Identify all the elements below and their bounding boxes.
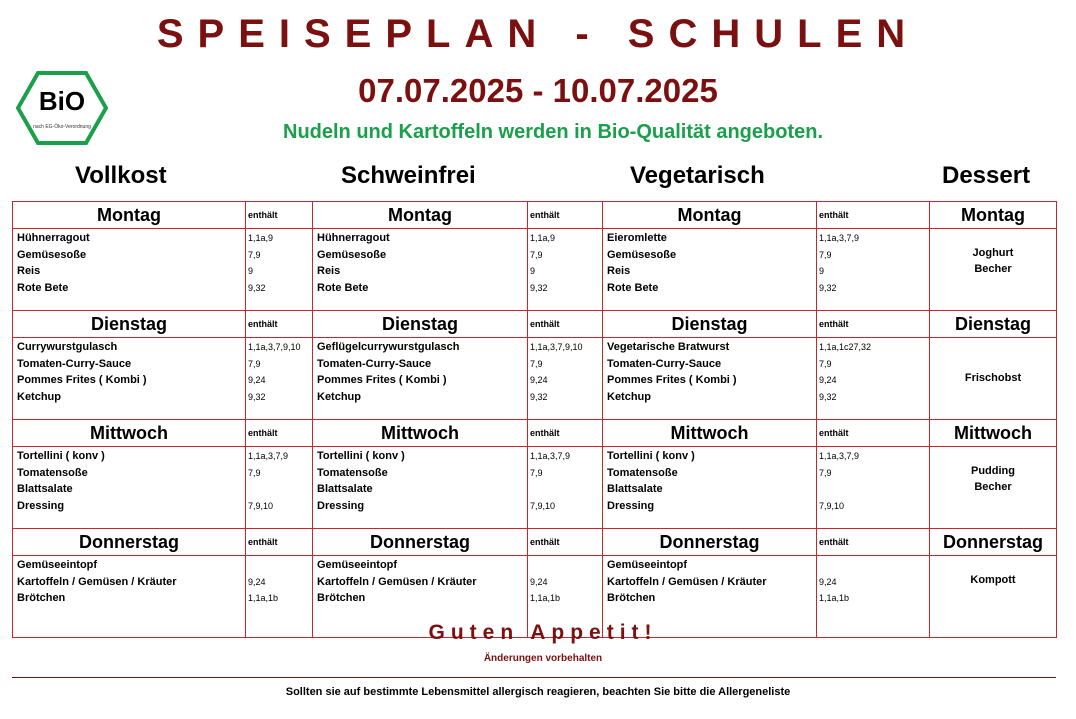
allergen-code — [248, 482, 312, 499]
column-heading-vegetarisch: Vegetarisch — [630, 162, 765, 189]
allergy-note: Sollten sie auf bestimmte Lebensmittel allergisch reagieren, beachten Sie bitte die Allergeneliste — [285, 686, 791, 698]
dish-item: Tomatensoße — [17, 466, 88, 479]
dessert-item — [930, 355, 1056, 372]
allergen-code — [530, 482, 602, 499]
dish-item: Dressing — [317, 499, 365, 512]
dish-item: Gemüseeintopf — [607, 559, 688, 571]
dish-item: Tortellini ( konv ) — [17, 450, 105, 462]
allergen-code: 9,24 — [530, 375, 548, 385]
dish-item: Gemüseeintopf — [317, 559, 398, 571]
contains-label: enthält — [528, 420, 603, 447]
allergen-code: 7,9 — [530, 249, 543, 260]
dish-item: Tomaten-Curry-Sauce — [317, 357, 432, 370]
dish-item: Eieromlette — [607, 232, 667, 244]
day-content-row — [13, 447, 1057, 529]
dish-item: Tomatensoße — [607, 466, 678, 479]
day-name: Montag — [603, 202, 817, 229]
dish-item: Hühnerragout — [317, 232, 390, 244]
allergen-code: 9,32 — [819, 282, 837, 293]
vollkost-dishes — [13, 229, 246, 311]
logo-subtext: nach EG-Öko-Verordnung — [33, 124, 91, 130]
day-name: Montag — [313, 202, 528, 229]
contains-label: enthält — [817, 202, 930, 229]
dish-item: Tortellini ( konv ) — [607, 450, 695, 462]
allergen-code: 1,1a,3,7,9 — [530, 451, 571, 461]
dessert-day-name: Montag — [930, 202, 1057, 229]
allergen-code: 9,24 — [530, 576, 548, 587]
dish-item: Reis — [317, 265, 341, 277]
allergen-code: 9,32 — [248, 391, 266, 402]
dish-item: Ketchup — [317, 390, 361, 403]
dessert-item — [930, 338, 1056, 355]
allergen-code: 7,9 — [819, 249, 832, 260]
dish-item: Dressing — [17, 499, 65, 512]
allergen-code: 7,9,10 — [248, 500, 274, 511]
dish-item: Vegetarische Bratwurst — [607, 341, 730, 353]
dish-item: Tomatensoße — [317, 466, 388, 479]
column-heading-vollkost: Vollkost — [75, 162, 167, 189]
dessert-item — [930, 447, 1056, 464]
dish-item: Gemüsesoße — [607, 248, 677, 261]
day-header-row — [13, 529, 1057, 556]
vegetarisch-allergen-codes — [817, 338, 930, 420]
day-name: Mittwoch — [13, 420, 246, 447]
dish-item: Geflügelcurrywurstgulasch — [317, 341, 460, 353]
schweinfrei-allergen-codes — [528, 447, 603, 529]
dish-item: Ketchup — [607, 390, 651, 403]
allergen-code: 1,1a,9 — [530, 233, 556, 243]
dessert-day-name: Donnerstag — [930, 529, 1057, 556]
allergen-code: 9,24 — [819, 576, 837, 587]
dish-item: Kartoffeln / Gemüsen / Kräuter — [607, 575, 767, 588]
day-content-row — [13, 338, 1057, 420]
allergen-code: 9,32 — [248, 282, 266, 293]
logo-text: BiO — [38, 86, 86, 116]
allergen-code: 9,24 — [248, 576, 266, 587]
allergen-code: 9,32 — [819, 391, 837, 402]
dish-item: Kartoffeln / Gemüsen / Kräuter — [317, 575, 477, 588]
vollkost-allergen-codes — [246, 447, 313, 529]
contains-label: enthält — [246, 529, 313, 556]
vollkost-allergen-codes — [246, 229, 313, 311]
day-name: Donnerstag — [13, 529, 246, 556]
dessert-item: Becher — [974, 481, 1012, 493]
dish-item: Tomaten-Curry-Sauce — [17, 357, 132, 370]
dish-item: Gemüseeintopf — [17, 559, 98, 571]
dessert-item — [930, 606, 1056, 623]
allergen-code: 1,1a,1b — [248, 593, 279, 603]
day-name: Dienstag — [13, 311, 246, 338]
column-heading-schweinfrei: Schweinfrei — [341, 162, 476, 189]
column-heading-dessert: Dessert — [942, 162, 1031, 189]
allergen-code — [248, 558, 312, 575]
allergen-code: 9 — [819, 266, 825, 276]
dish-item: Gemüsesoße — [317, 248, 387, 261]
day-content-row — [13, 229, 1057, 311]
dessert-item: Becher — [974, 263, 1012, 275]
dish-item: Tortellini ( konv ) — [317, 450, 405, 462]
allergen-code: 1,1a,1c27,32 — [819, 342, 872, 352]
dessert-item: Frischobst — [964, 372, 1022, 384]
dish-item: Tomaten-Curry-Sauce — [607, 357, 722, 370]
dessert-cell — [930, 338, 1057, 420]
vollkost-dishes — [13, 338, 246, 420]
schweinfrei-dishes — [313, 229, 528, 311]
dessert-item: Joghurt — [972, 246, 1014, 259]
dish-item: Rote Bete — [17, 281, 69, 294]
vegetarisch-allergen-codes — [817, 229, 930, 311]
contains-label: enthält — [817, 529, 930, 556]
allergen-code: 1,1a,3,7,9 — [819, 233, 860, 243]
dish-item: Gemüsesoße — [17, 248, 87, 261]
allergen-code: 1,1a,3,7,9,10 — [530, 342, 583, 352]
schweinfrei-allergen-codes — [528, 338, 603, 420]
dish-item: Hühnerragout — [17, 232, 90, 244]
allergen-code — [819, 482, 929, 499]
footer-divider — [12, 677, 1056, 678]
allergen-code: 7,9,10 — [819, 500, 845, 511]
allergen-code: 9 — [530, 266, 536, 276]
schweinfrei-allergen-codes — [528, 229, 603, 311]
allergen-code: 9,24 — [819, 375, 837, 385]
dish-item: Kartoffeln / Gemüsen / Kräuter — [17, 575, 177, 588]
allergen-code: 1,1a,3,7,9 — [819, 451, 860, 461]
allergen-code: 1,1a,3,7,9,10 — [248, 342, 301, 352]
allergen-code: 1,1a,9 — [248, 233, 274, 243]
page-title: SPEISEPLAN - SCHULEN — [156, 12, 920, 56]
dessert-cell — [930, 229, 1057, 311]
contains-label: enthält — [528, 311, 603, 338]
day-name: Mittwoch — [313, 420, 528, 447]
dish-item: Pommes Frites ( Kombi ) — [607, 374, 737, 386]
allergen-code: 9,24 — [248, 375, 266, 385]
allergen-code: 9 — [248, 266, 254, 276]
allergen-code: 7,9 — [819, 358, 832, 369]
allergen-code — [819, 558, 929, 575]
dish-item: Brötchen — [17, 592, 66, 604]
dish-item: Pommes Frites ( Kombi ) — [17, 374, 147, 386]
day-name: Donnerstag — [313, 529, 528, 556]
vegetarisch-dishes — [603, 229, 817, 311]
dish-item: Reis — [607, 265, 631, 277]
allergen-code — [530, 558, 602, 575]
contains-label: enthält — [246, 311, 313, 338]
day-name: Mittwoch — [603, 420, 817, 447]
guten-appetit: Guten Appetit! — [428, 621, 658, 644]
day-header-row — [13, 202, 1057, 229]
dessert-item — [930, 556, 1056, 573]
dish-item: Ketchup — [17, 390, 61, 403]
dessert-item — [930, 388, 1056, 405]
contains-label: enthält — [246, 420, 313, 447]
contains-label: enthält — [817, 311, 930, 338]
day-name: Dienstag — [313, 311, 528, 338]
date-range: 07.07.2025 - 10.07.2025 — [358, 72, 718, 109]
vegetarisch-dishes — [603, 338, 817, 420]
allergen-code: 7,9 — [248, 358, 261, 369]
contains-label: enthält — [246, 202, 313, 229]
allergen-code: 1,1a,1b — [530, 593, 561, 603]
dish-item: Brötchen — [317, 592, 366, 604]
dish-item: Blattsalate — [317, 483, 373, 495]
bio-note: Nudeln und Kartoffeln werden in Bio-Qualität angeboten. — [283, 121, 823, 143]
day-name: Montag — [13, 202, 246, 229]
dish-item: Brötchen — [607, 592, 656, 604]
allergen-code: 1,1a,1b — [819, 593, 850, 603]
day-header-row — [13, 311, 1057, 338]
dessert-item: Pudding — [971, 464, 1015, 477]
dessert-item: Kompott — [970, 573, 1016, 586]
vollkost-dishes — [13, 447, 246, 529]
dish-item: Dressing — [607, 499, 655, 512]
dessert-item — [930, 229, 1056, 246]
vollkost-allergen-codes — [246, 338, 313, 420]
allergen-code: 7,9 — [248, 467, 261, 478]
dish-item: Reis — [17, 265, 41, 277]
dish-item: Blattsalate — [17, 483, 73, 495]
allergen-code: 1,1a,3,7,9 — [248, 451, 289, 461]
day-name: Dienstag — [603, 311, 817, 338]
allergen-code: 7,9 — [530, 358, 543, 369]
allergen-code: 7,9 — [530, 467, 543, 478]
dish-item: Currywurstgulasch — [17, 341, 118, 353]
contains-label: enthält — [528, 202, 603, 229]
dessert-item — [930, 589, 1056, 606]
contains-label: enthält — [528, 529, 603, 556]
dessert-cell — [930, 447, 1057, 529]
dessert-item — [930, 279, 1056, 296]
dessert-item — [930, 497, 1056, 514]
vegetarisch-allergen-codes — [817, 447, 930, 529]
allergen-code: 7,9,10 — [530, 500, 556, 511]
dessert-day-name: Dienstag — [930, 311, 1057, 338]
dish-item: Rote Bete — [607, 281, 659, 294]
day-name: Donnerstag — [603, 529, 817, 556]
schweinfrei-dishes — [313, 338, 528, 420]
schweinfrei-dishes — [313, 447, 528, 529]
day-header-row — [13, 420, 1057, 447]
dish-item: Rote Bete — [317, 281, 369, 294]
dish-item: Pommes Frites ( Kombi ) — [317, 374, 447, 386]
changes-note: Änderungen vorbehalten — [483, 653, 603, 664]
allergen-code: 9,32 — [530, 282, 548, 293]
dish-item: Blattsalate — [607, 483, 663, 495]
allergen-code: 7,9 — [819, 467, 832, 478]
menu-table — [12, 201, 1057, 638]
allergen-code: 9,32 — [530, 391, 548, 402]
dessert-day-name: Mittwoch — [930, 420, 1057, 447]
allergen-code: 7,9 — [248, 249, 261, 260]
contains-label: enthält — [817, 420, 930, 447]
vegetarisch-dishes — [603, 447, 817, 529]
